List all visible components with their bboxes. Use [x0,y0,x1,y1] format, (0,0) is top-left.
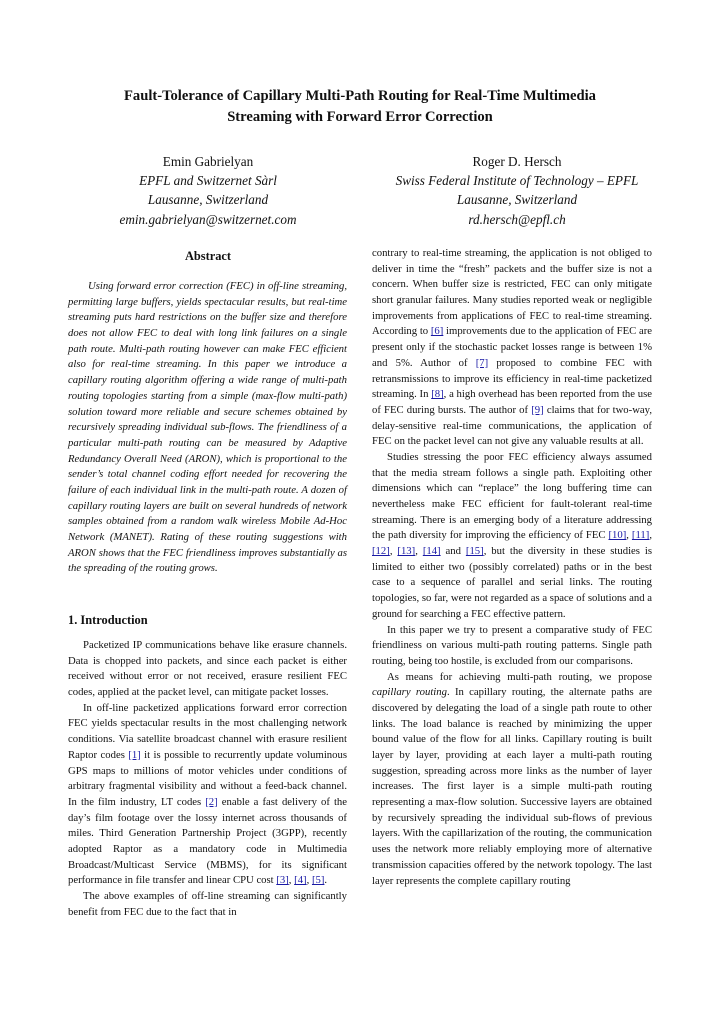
author-email: emin.gabrielyan@switzernet.com [119,211,297,227]
title-line-1: Fault-Tolerance of Capillary Multi-Path Routing for Real-Time Multimedia [124,88,596,104]
paragraph: As means for achieving multi-path routing, we propose capillary routing. In capillary routing, the alternate paths are discovered by delegating the load of a single path route to other links. The load balance is reached by minimizing the upper bound value of the flow for all links. Capillary routing is built layer by layer, providing at each layer a multi-path routing suggestion, spreading across more links as the number of layer increases. The first layer is a simple multi-path routing representing a max-flow solution. Successive layers are obtained by recursively spreading the individual sub-flows of previous layers. With the capillarization of the routing, the communication uses the network more reliably employing more of alternative transmission capacities offered by the network topology. The last layer represents the complete capillary routing [372,670,652,887]
author-location: Lausanne, Switzerland [147,192,269,208]
paragraph: In off-line packetized applications forward error correction FEC yields spectacular results in the most challenging network conditions. Via satellite broadcast channel with erasure resilient Raptor codes [1] it is possible to recurrently update voluminous GPS maps to millions of motor vehicles under conditions of arbitrary fragmental visibility and without a feed-back channel. In the film industry, LT codes [2] enable a fast delivery of the day’s film footage over the lossy internet across thousands of miles. Third Generation Partnership Project (3GPP), recently adopted Raptor as a mandatory code in Multimedia Broadcast/Multicast Service (MBMS), for its significant performance in file transfer and linear CPU cost [3], [4], [5]. [68,701,347,887]
citation-link[interactable]: [14] [422,545,441,558]
citation-link[interactable]: [5] [311,874,325,887]
paragraph: The above examples of off-line streaming can significantly benefit from FEC due to the fact that in [68,890,347,918]
paragraph: Packetized IP communications behave like erasure channels. Data is chopped into packets, and since each packet is either received without error or not received, erasure resilient FEC codes, applied at the packet level, can mitigate packet losses. [68,639,347,699]
paragraph: In this paper we try to present a comparative study of FEC friendliness on various multi-path routing patterns. Single path routing, being too hostile, is excluded from our comparisons. [372,623,652,667]
section-heading-introduction: 1. Introduction [68,613,148,627]
citation-link[interactable]: [11] [631,529,650,542]
citation-link[interactable]: [13] [397,545,416,558]
author-name: Roger D. Hersch [472,154,562,169]
title-line-2: Streaming with Forward Error Correction [227,109,493,125]
citation-link[interactable]: [4] [294,874,307,887]
author-affiliation: Swiss Federal Institute of Technology – EPFL [395,173,639,189]
citation-link[interactable]: [1] [128,748,141,761]
abstract-text: Using forward error correction (FEC) in off-line streaming, permitting large buffers, yields spectacular results, but real-time streaming puts hard restrictions on the buffer size and therefore does not allow FEC to deal with long link failures on a single path route. Multi-path routing however can make FEC efficient also for real-time streaming. In this paper we introduce a capillary routing algorithm offering a wide range of multi-path routing topologies starting from a simple (max-flow multi-path) solution toward more reliable and secure schemes obtained by recursively spreading individual sub-flows. The friendliness of a particular multi-path routing can be measured by Adaptive Redundancy Overall Need (ARON), which is proportional to the sender’s total channel coding effort needed for recovering the failure of each individual link in the multi-path route. A dozen of capillary routing layers are built on several hundreds of network samples obtained from a random walk wireless Mobile Ad-Hoc Network (MANET). Rating of these routing suggestions with ARON shows that the FEC friendliness improves substantially as the spreading of the routing grows. [68,280,347,575]
author-affiliation: EPFL and Switzernet Sàrl [139,173,277,189]
author-location: Lausanne, Switzerland [456,192,578,208]
citation-link[interactable]: [2] [205,795,218,808]
citation-link[interactable]: [3] [276,874,289,887]
abstract-heading: Abstract [184,249,232,263]
author-block-1 [68,152,348,229]
citation-link[interactable]: [6] [430,325,444,338]
citation-link[interactable]: [10] [608,529,627,542]
left-column-body [68,638,347,920]
paragraph: Studies stressing the poor FEC efficiency always assumed that the media stream follows a single path. Exploiting other dimensions which can “replace” the long buffering time can nevertheless make FEC efficient for fault-tolerant real-time streaming. There is an emerging body of a literature addressing the path diversity for improving the efficiency of FEC [10], [11], [12], [13], [14] and [15], but the diversity in these studies is limited to either two (possibly correlated) paths or in the best case to a sequence of parallel and serial links. The routing topologies, so far, were not regarded as a space of solutions and a ground for searching a FEC effective pattern. [372,450,653,620]
author-name: Emin Gabrielyan [162,154,254,169]
author-block-2 [372,152,662,229]
citation-link[interactable]: [15] [465,545,484,558]
paper-title [60,86,660,128]
paragraph: contrary to real-time streaming, the application is not obliged to deliver in time the “fresh” packets and the buffer size is not a concern. When buffer size is restricted, FEC can only mitigate short granular failures. Many studies reported weak or negligible improvements from applications of FEC to real-time streaming. According to [6] improvements due to the application of FEC are present only if the stochastic packet losses range is between 1% and 5%. Author of [7] proposed to combine FEC with retransmissions to improve its efficiency in real-time packetized streaming. In [8], a high overhead has been reported from the use of FEC during bursts. The author of [9] claims that for two-way, delay-sensitive real-time communications, the application of FEC on the packet level can not give any valuable results at all. [372,247,653,448]
right-column-body [372,246,652,889]
citation-link[interactable]: [12] [372,545,390,558]
citation-link[interactable]: [9] [531,403,544,416]
citation-link[interactable]: [7] [475,356,489,369]
citation-link[interactable]: [8] [431,388,444,401]
author-email: rd.hersch@epfl.ch [468,211,566,227]
